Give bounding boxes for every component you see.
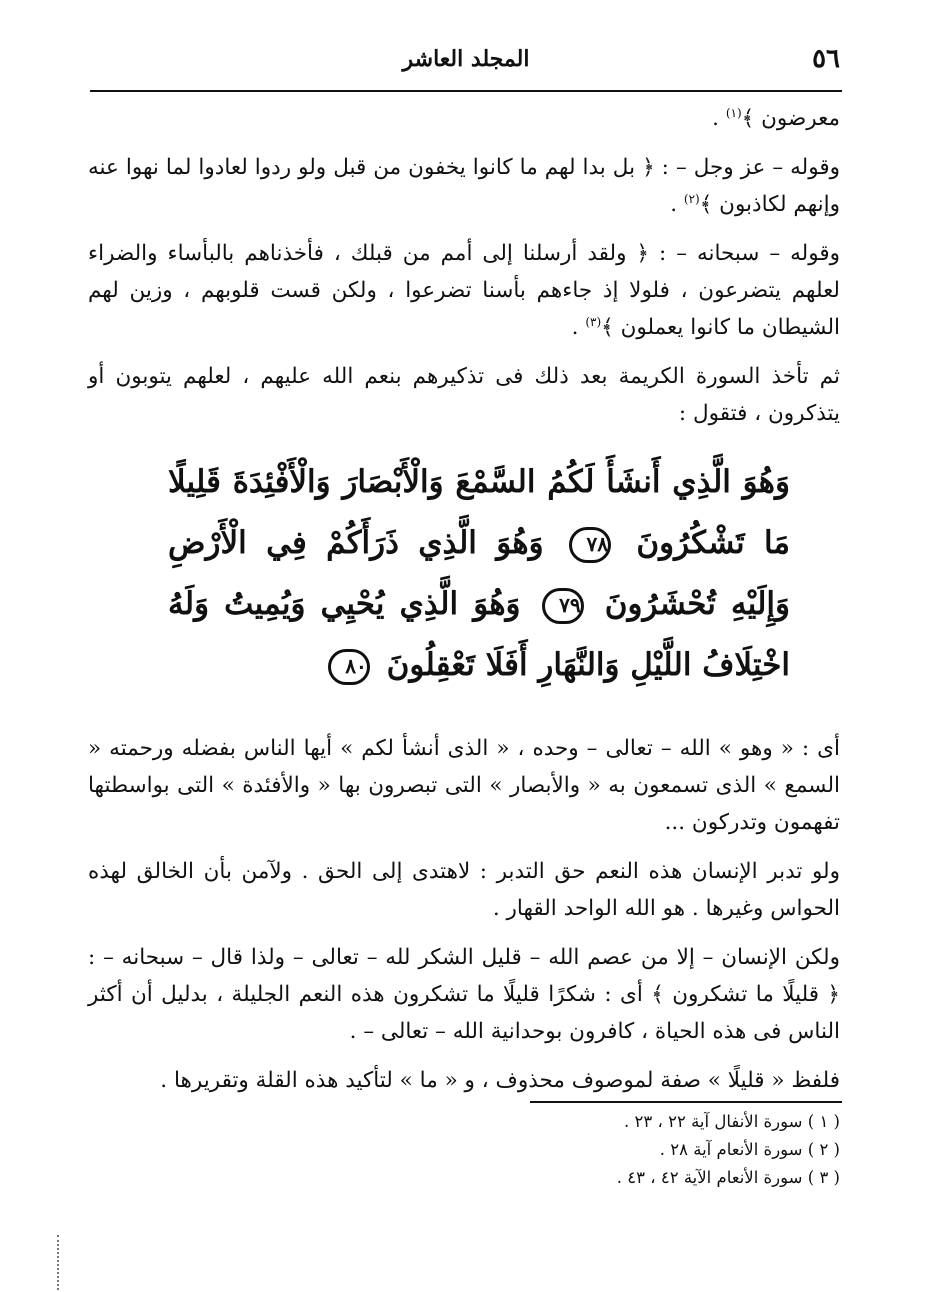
paragraph-8: فلفظ « قليلًا » صفة لموصوف محذوف ، و « ما » لتأكيد هذه القلة وتقريرها . — [160, 1068, 840, 1093]
paragraph-4: ثم تأخذ السورة الكريمة بعد ذلك فى تذكيرهم بنعم الله عليهم ، لعلهم يتوبون أو يتذكرون ، فتقول : — [88, 364, 840, 426]
page-header — [92, 40, 840, 80]
header-rule — [90, 90, 842, 92]
volume-title: المجلد العاشر — [402, 46, 530, 72]
paragraph-5: أى : « وهو » الله – تعالى – وحده ، « الذى أنشأ لكم » أيها الناس بفضله ورحمته « السمع » الذى تسمعون به « والأبصار » التى تبصرون بها « والأفئدة » التى بواسطتها تفهمون وتدركون ... — [88, 736, 840, 835]
footnote-ref-3: (٣) — [585, 314, 602, 329]
paragraph-7: ولكن الإنسان – إلا من عصم الله – قليل الشكر لله – تعالى – ولذا قال – سبحانه – : ﴿ قليلًا ما تشكرون ﴾ أى : شكرًا قليلًا ما تشكرون هذه النعم الجليلة ، بدليل أن أكثر الناس فى هذه الحياة ، كافرون بوحدانية الله – تعالى – . — [88, 945, 840, 1044]
quran-verses — [168, 446, 790, 702]
ayah-number-78: ٧٨ — [569, 527, 611, 563]
verse-80-text: وَهُوَ الَّذِي يُحْيِي وَيُمِيتُ وَلَهُ اخْتِلَافُ اللَّيْلِ وَالنَّهَارِ أَفَلَا تَعْقِلُونَ — [168, 586, 790, 683]
ayah-number-80: ٨٠ — [328, 649, 370, 685]
footnote-ref-2: (٢) — [683, 191, 700, 206]
page-number: ٥٦ — [812, 44, 840, 74]
verse-78-text: وَهُوَ الَّذِي أَنشَأَ لَكُمُ السَّمْعَ وَالْأَبْصَارَ وَالْأَفْئِدَةَ قَلِيلًا مَا تَشْكُرُونَ — [168, 464, 790, 561]
paragraph-2: وقوله – عز وجل – : ﴿ بل بدا لهم ما كانوا يخفون من قبل ولو ردوا لعادوا لما نهوا عنه وإنهم لكاذبون ﴾$^{(٢)}$ . — [88, 155, 840, 217]
footnote-1: ( ١ ) سورة الأنفال آية ٢٢ ، ٢٣ . — [624, 1112, 840, 1131]
footnote-ref-1: (١) — [725, 105, 742, 120]
scan-margin-mark — [57, 1235, 61, 1290]
footnote-2: ( ٢ ) سورة الأنعام آية ٢٨ . — [659, 1140, 840, 1159]
footnote-rule — [530, 1101, 842, 1103]
paragraph-6: ولو تدبر الإنسان هذه النعم حق التدبر : لاهتدى إلى الحق . ولآمن بأن الخالق لهذه الحواس وغيرها . هو الله الواحد القهار . — [88, 859, 840, 921]
verse-79-text: وَهُوَ الَّذِي ذَرَأَكُمْ فِي الْأَرْضِ وَإِلَيْهِ تُحْشَرُونَ — [168, 525, 790, 622]
footnotes — [410, 1108, 840, 1192]
footnote-3: ( ٣ ) سورة الأنعام الآية ٤٢ ، ٤٣ . — [616, 1168, 840, 1187]
paragraph-1: معرضون ﴾$^{(١)}$ . — [712, 105, 840, 131]
ayah-number-79: ٧٩ — [542, 588, 584, 624]
main-text — [88, 100, 840, 1111]
paragraph-3: وقوله – سبحانه – : ﴿ ولقد أرسلنا إلى أمم من قبلك ، فأخذناهم بالبأساء والضراء لعلهم يتضرعون ، فلولا إذ جاءهم بأسنا تضرعوا ، ولكن قست قلوبهم ، وزين لهم الشيطان ما كانوا يعملون ﴾$^{(٣)}$ . — [88, 241, 840, 340]
